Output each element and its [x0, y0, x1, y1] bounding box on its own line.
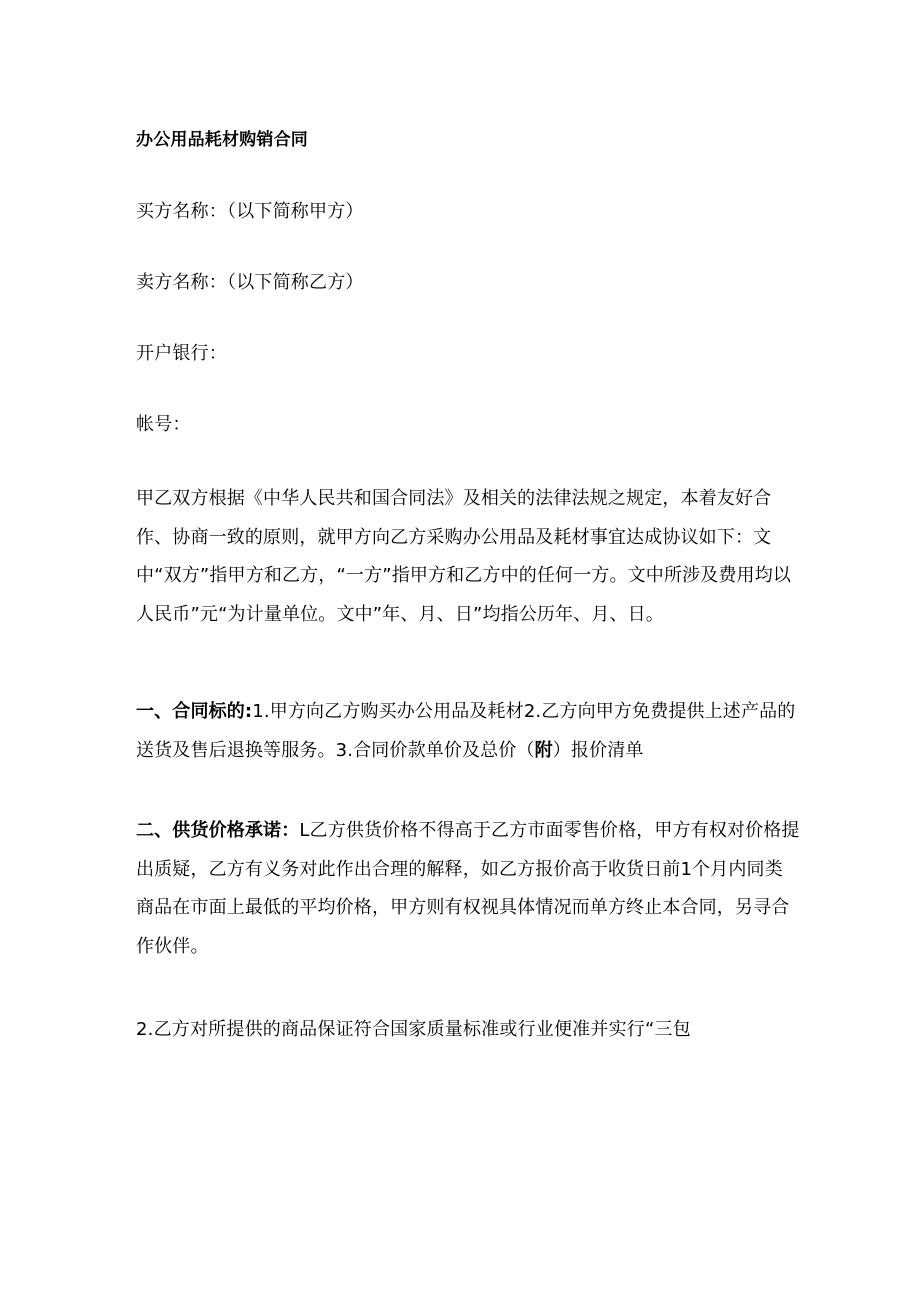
clause-2-line: 2.乙方对所提供的商品保证符合国家质量标准或行业便准并实行“三包: [136, 1019, 691, 1040]
preamble-paragraph: 甲乙双方根据《中华人民共和国合同法》及相关的法律法规之规定，本着友好合作、协商一致的原则，就甲方向乙方采购办公用品及耗材事宜达成协议如下：文中“双方”指甲方和乙方，“一方”指甲方和乙方中的任何一方。文中所涉及费用均以人民币”元“为计量单位。文中”年、月、日”均指公历年、月、日。: [136, 488, 791, 625]
section-1-bold-word: 附: [534, 739, 553, 761]
section-2-body: L乙方供货价格不得高于乙方市面零售价格，甲方有权对价格提出质疑，乙方有义务对此作出合理的解释，如乙方报价高于收货日前1个月内同类商品在市面上最低的平均价格，甲方则有权视具体情况而单方终止本合同，另寻合作伙伴。: [136, 820, 800, 957]
buyer-name-field: 买方名称：（以下简称甲方）: [136, 201, 364, 222]
section-1-heading: 一、合同标的:: [136, 701, 253, 722]
bank-field: 开户银行：: [136, 343, 227, 364]
section-1-body-end: ）报价清单: [552, 739, 644, 761]
seller-name-field: 卖方名称：（以下简称乙方）: [136, 272, 364, 293]
account-field: 帐号：: [136, 414, 191, 435]
section-2-paragraph: [136, 812, 800, 966]
section-1-paragraph: [136, 693, 800, 770]
section-1-body: 1.甲方向乙方购买办公用品及耗材2.乙方向甲方免费提供上述产品的送货及售后退换等服务。3.合同价款单价及总价（: [136, 701, 796, 761]
section-2-heading: 二、供货价格承诺：: [136, 820, 300, 841]
document-title: 办公用品耗材购销合同: [136, 130, 308, 150]
